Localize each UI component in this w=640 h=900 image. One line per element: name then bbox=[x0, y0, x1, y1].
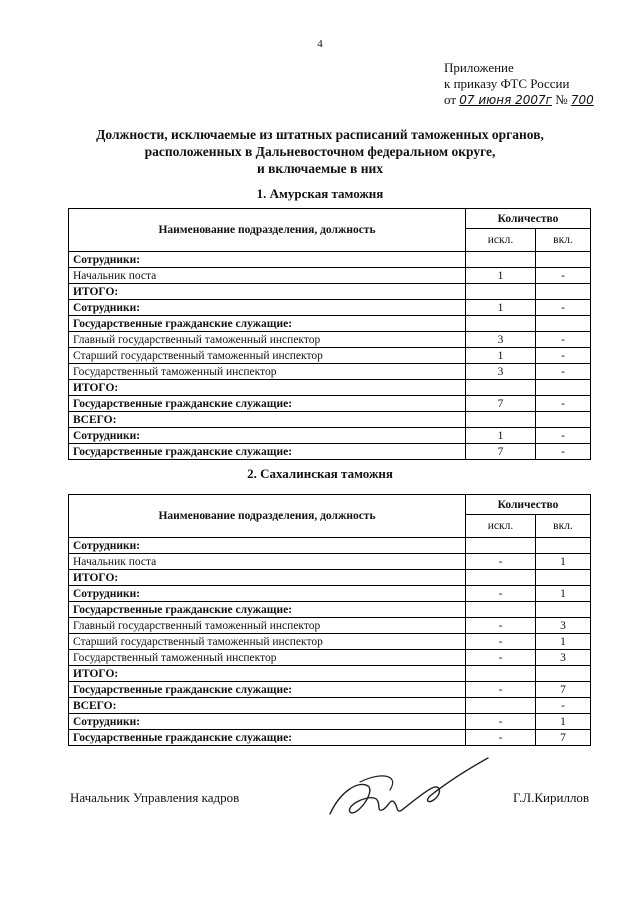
header-name: Наименование подразделения, должность bbox=[69, 495, 466, 538]
row-label: Государственные гражданские служащие: bbox=[69, 444, 466, 460]
table-body bbox=[69, 252, 591, 460]
row-excluded-count bbox=[466, 602, 536, 618]
row-included-count: 1 bbox=[536, 634, 591, 650]
appendix-order-line bbox=[444, 92, 594, 108]
row-label: ИТОГО: bbox=[69, 284, 466, 300]
table-head bbox=[69, 495, 591, 538]
header-name: Наименование подразделения, должность bbox=[69, 209, 466, 252]
table-row bbox=[69, 570, 591, 586]
table-row bbox=[69, 698, 591, 714]
row-label: Главный государственный таможенный инспектор bbox=[69, 332, 466, 348]
row-excluded-count: 1 bbox=[466, 428, 536, 444]
table-row bbox=[69, 714, 591, 730]
row-included-count bbox=[536, 538, 591, 554]
table-row bbox=[69, 348, 591, 364]
row-excluded-count: - bbox=[466, 650, 536, 666]
header-excluded: искл. bbox=[466, 229, 536, 252]
handwritten-signature bbox=[320, 752, 500, 832]
row-label: Главный государственный таможенный инспектор bbox=[69, 618, 466, 634]
row-label: Государственный таможенный инспектор bbox=[69, 364, 466, 380]
table-row bbox=[69, 284, 591, 300]
table-row bbox=[69, 444, 591, 460]
title-line-2: расположенных в Дальневосточном федеральном округе, bbox=[144, 144, 496, 159]
appendix-line-2: к приказу ФТС России bbox=[444, 76, 570, 91]
row-excluded-count: - bbox=[466, 714, 536, 730]
row-excluded-count bbox=[466, 666, 536, 682]
table-row bbox=[69, 618, 591, 634]
table-row bbox=[69, 412, 591, 428]
row-included-count: - bbox=[536, 348, 591, 364]
row-excluded-count: 3 bbox=[466, 332, 536, 348]
header-quantity: Количество bbox=[466, 495, 591, 515]
header-quantity: Количество bbox=[466, 209, 591, 229]
row-included-count: 3 bbox=[536, 650, 591, 666]
row-included-count bbox=[536, 380, 591, 396]
table-row bbox=[69, 554, 591, 570]
row-excluded-count: - bbox=[466, 586, 536, 602]
section-title-sakhalin: 2. Сахалинская таможня bbox=[247, 466, 393, 481]
row-included-count: - bbox=[536, 332, 591, 348]
order-number-sign: № bbox=[555, 92, 568, 107]
row-excluded-count: - bbox=[466, 730, 536, 746]
order-number: 700 bbox=[570, 93, 594, 107]
row-excluded-count: 7 bbox=[466, 444, 536, 460]
row-included-count: - bbox=[536, 428, 591, 444]
title-line-1: Должности, исключаемые из штатных расписаний таможенных органов, bbox=[96, 127, 544, 142]
row-included-count: 1 bbox=[536, 586, 591, 602]
row-included-count: 1 bbox=[536, 554, 591, 570]
page-number: 4 bbox=[317, 38, 323, 50]
row-label: Сотрудники: bbox=[69, 300, 466, 316]
row-label: ИТОГО: bbox=[69, 570, 466, 586]
row-label: Сотрудники: bbox=[69, 538, 466, 554]
row-label: Старший государственный таможенный инспектор bbox=[69, 634, 466, 650]
document-title bbox=[40, 126, 600, 177]
row-included-count bbox=[536, 284, 591, 300]
signatory-name: Г.Л.Кириллов bbox=[513, 790, 590, 805]
table-row bbox=[69, 586, 591, 602]
row-label: ВСЕГО: bbox=[69, 698, 466, 714]
row-included-count: 3 bbox=[536, 618, 591, 634]
row-excluded-count bbox=[466, 284, 536, 300]
row-label: Сотрудники: bbox=[69, 586, 466, 602]
row-included-count: - bbox=[536, 444, 591, 460]
staff-table-sakhalin bbox=[68, 494, 591, 746]
row-label: ИТОГО: bbox=[69, 666, 466, 682]
row-label: Государственные гражданские служащие: bbox=[69, 682, 466, 698]
table-row bbox=[69, 682, 591, 698]
appendix-header bbox=[444, 60, 594, 108]
row-included-count bbox=[536, 666, 591, 682]
table-row bbox=[69, 634, 591, 650]
signatory-title: Начальник Управления кадров bbox=[70, 790, 240, 805]
table-row bbox=[69, 666, 591, 682]
row-included-count: 1 bbox=[536, 714, 591, 730]
row-excluded-count bbox=[466, 538, 536, 554]
row-excluded-count: - bbox=[466, 682, 536, 698]
row-included-count bbox=[536, 570, 591, 586]
row-included-count: - bbox=[536, 698, 591, 714]
row-excluded-count: - bbox=[466, 554, 536, 570]
header-included: вкл. bbox=[536, 515, 591, 538]
row-excluded-count: 1 bbox=[466, 300, 536, 316]
row-excluded-count: 7 bbox=[466, 396, 536, 412]
table-row bbox=[69, 730, 591, 746]
row-label: Государственные гражданские служащие: bbox=[69, 396, 466, 412]
row-label: Государственные гражданские служащие: bbox=[69, 730, 466, 746]
table-body bbox=[69, 538, 591, 746]
row-excluded-count bbox=[466, 252, 536, 268]
row-label: Государственные гражданские служащие: bbox=[69, 602, 466, 618]
table-row bbox=[69, 396, 591, 412]
row-included-count: - bbox=[536, 364, 591, 380]
row-excluded-count: 1 bbox=[466, 348, 536, 364]
row-included-count: - bbox=[536, 300, 591, 316]
row-label: Сотрудники: bbox=[69, 252, 466, 268]
table-head bbox=[69, 209, 591, 252]
table-row bbox=[69, 650, 591, 666]
row-excluded-count bbox=[466, 570, 536, 586]
row-included-count: 7 bbox=[536, 730, 591, 746]
table-row bbox=[69, 428, 591, 444]
row-label: Начальник поста bbox=[69, 554, 466, 570]
row-included-count bbox=[536, 412, 591, 428]
order-date-prefix: от bbox=[444, 92, 457, 107]
row-included-count: - bbox=[536, 396, 591, 412]
row-label: ИТОГО: bbox=[69, 380, 466, 396]
row-label: Старший государственный таможенный инспектор bbox=[69, 348, 466, 364]
row-excluded-count: 1 bbox=[466, 268, 536, 284]
row-excluded-count bbox=[466, 380, 536, 396]
row-included-count bbox=[536, 316, 591, 332]
row-excluded-count bbox=[466, 698, 536, 714]
row-label: ВСЕГО: bbox=[69, 412, 466, 428]
table-row bbox=[69, 268, 591, 284]
row-label: Сотрудники: bbox=[69, 714, 466, 730]
row-label: Сотрудники: bbox=[69, 428, 466, 444]
table-row bbox=[69, 364, 591, 380]
row-included-count bbox=[536, 602, 591, 618]
row-excluded-count bbox=[466, 412, 536, 428]
table-row bbox=[69, 300, 591, 316]
row-label: Государственные гражданские служащие: bbox=[69, 316, 466, 332]
appendix-line-1: Приложение bbox=[444, 60, 514, 75]
row-label: Начальник поста bbox=[69, 268, 466, 284]
table-row bbox=[69, 316, 591, 332]
title-line-3: и включаемые в них bbox=[256, 161, 384, 176]
table-row bbox=[69, 332, 591, 348]
table-row bbox=[69, 602, 591, 618]
section-title-amur: 1. Амурская таможня bbox=[256, 186, 384, 201]
row-excluded-count: - bbox=[466, 634, 536, 650]
header-excluded: искл. bbox=[466, 515, 536, 538]
staff-table-amur bbox=[68, 208, 591, 460]
table-row bbox=[69, 538, 591, 554]
table-row bbox=[69, 252, 591, 268]
order-date: 07 июня 2007г bbox=[459, 93, 552, 107]
row-included-count bbox=[536, 252, 591, 268]
row-excluded-count: 3 bbox=[466, 364, 536, 380]
header-included: вкл. bbox=[536, 229, 591, 252]
row-label: Государственный таможенный инспектор bbox=[69, 650, 466, 666]
row-included-count: - bbox=[536, 268, 591, 284]
row-excluded-count: - bbox=[466, 618, 536, 634]
row-excluded-count bbox=[466, 316, 536, 332]
row-included-count: 7 bbox=[536, 682, 591, 698]
table-row bbox=[69, 380, 591, 396]
